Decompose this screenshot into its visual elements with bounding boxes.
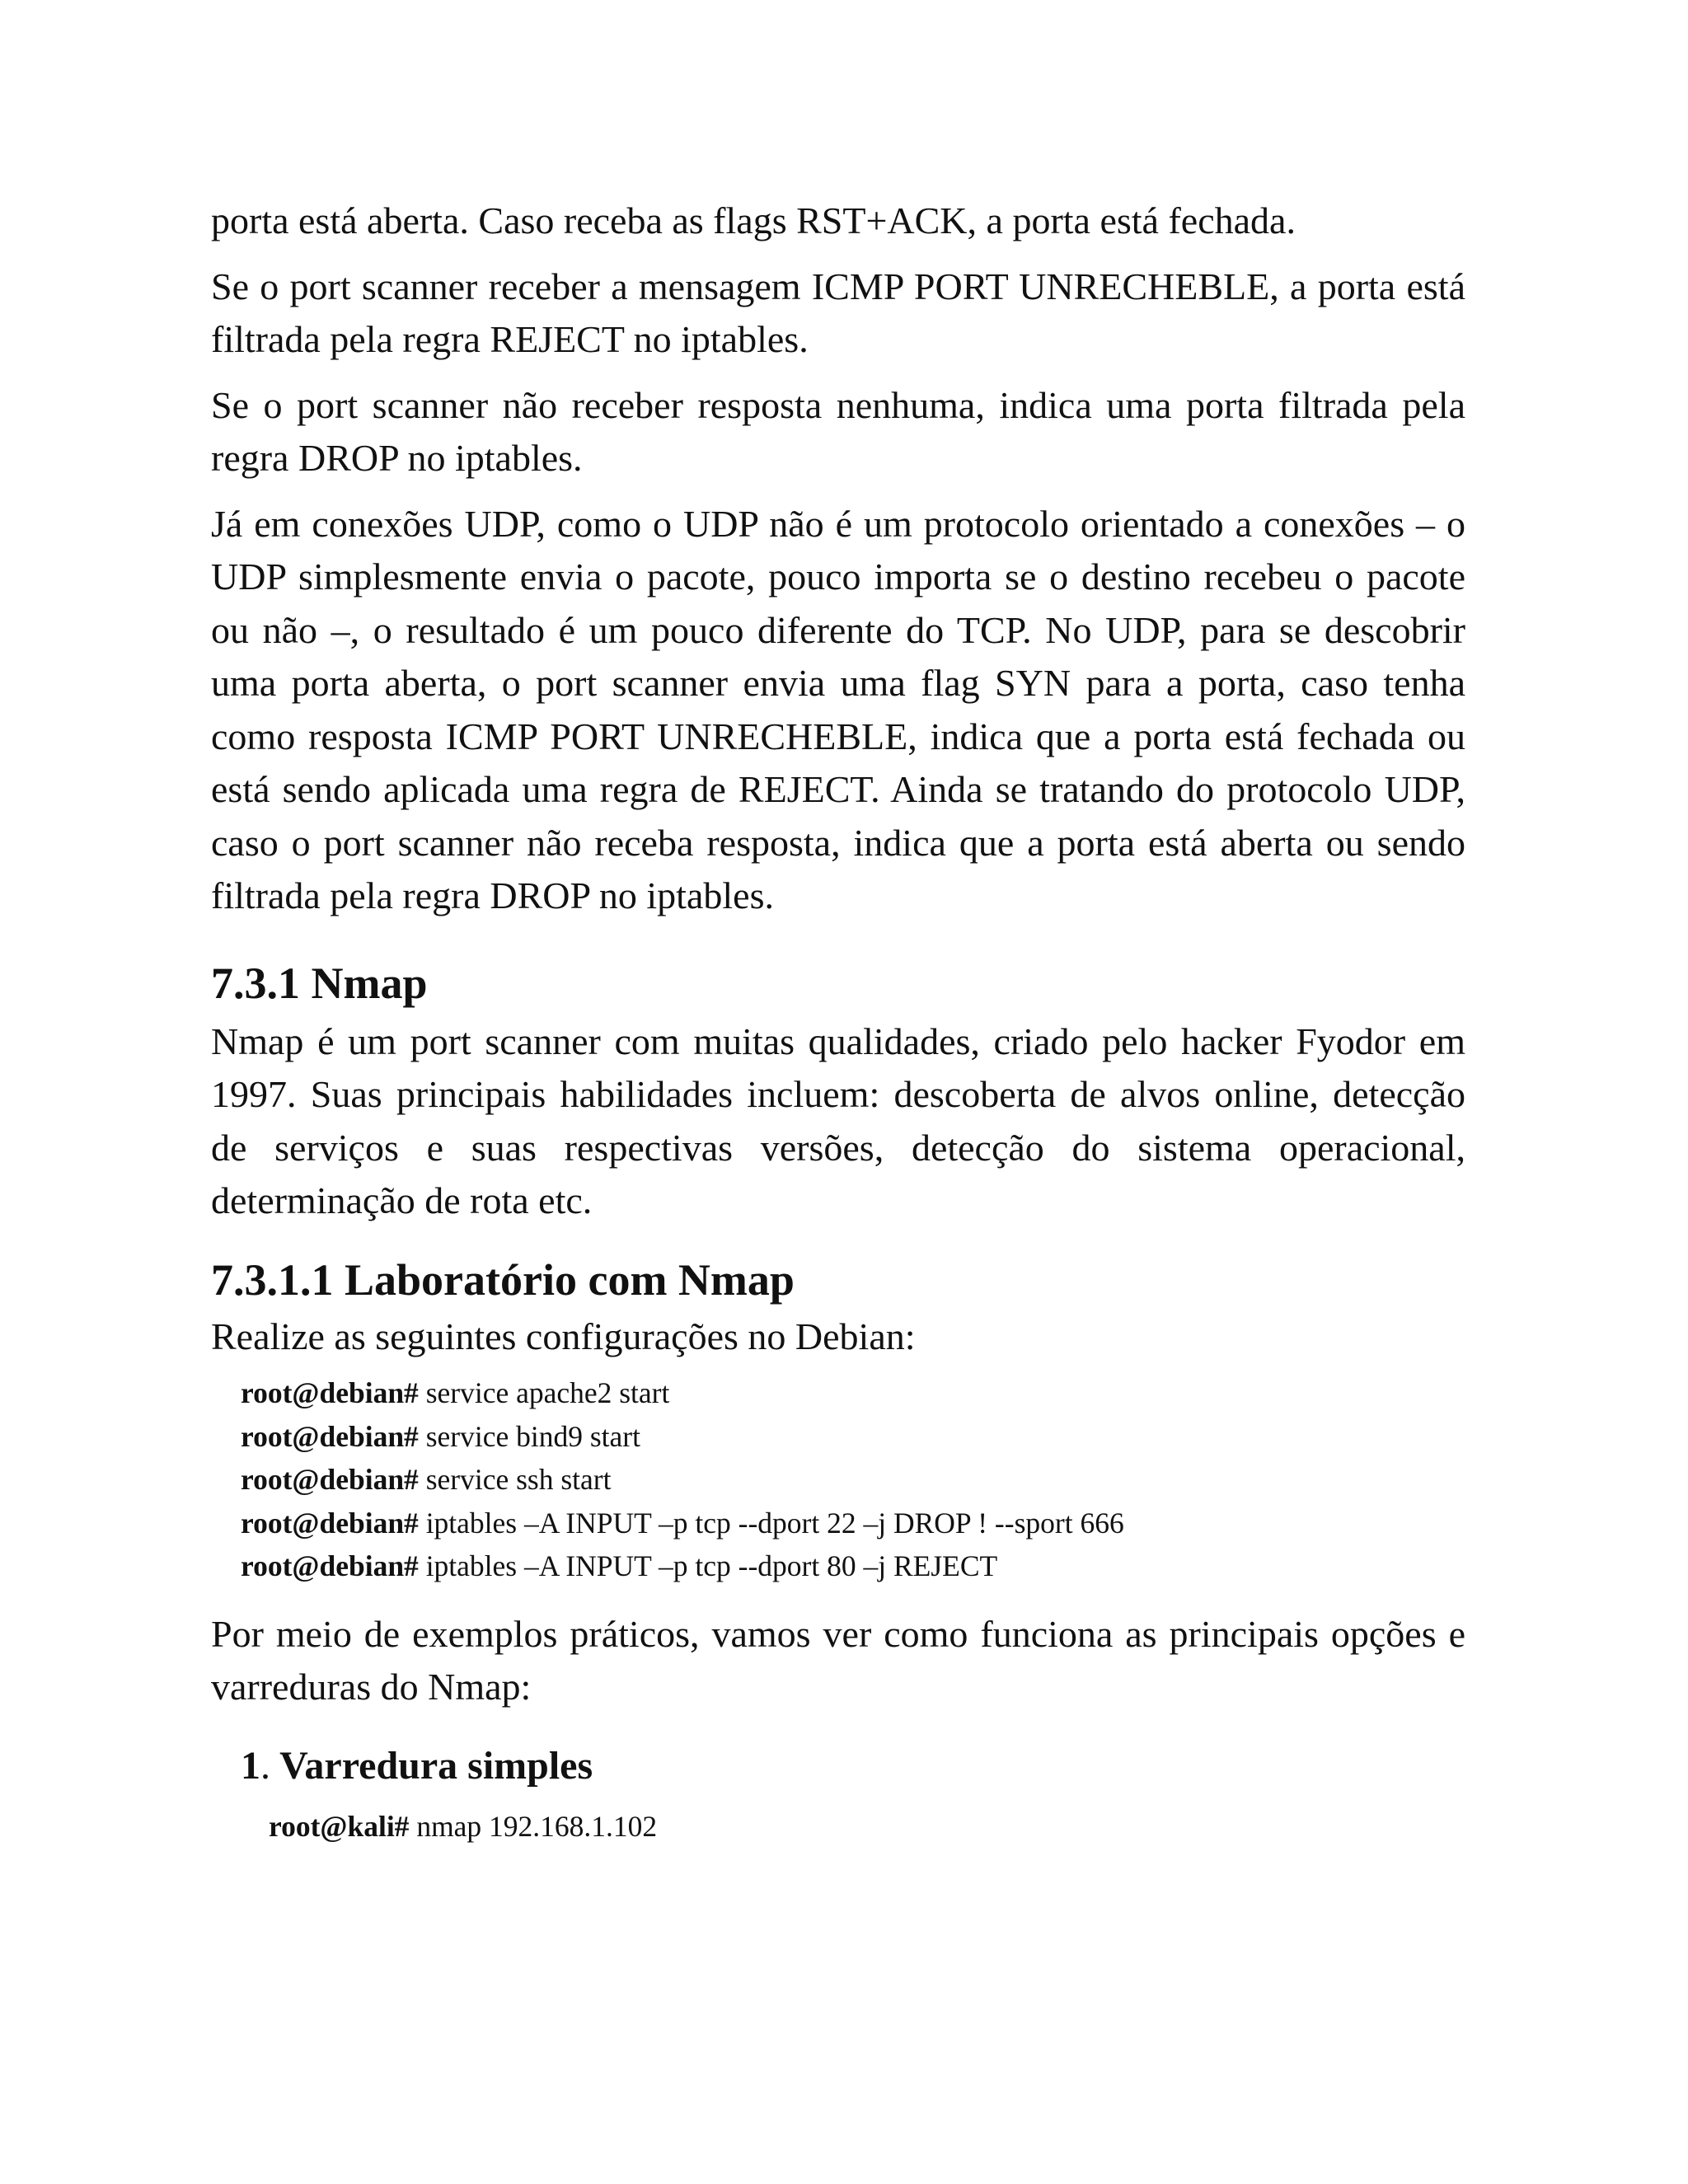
command-line: [241, 1502, 1465, 1545]
command-line: [241, 1371, 1465, 1415]
command-prompt: root@debian#: [241, 1506, 419, 1540]
paragraph-reject-rule: Se o port scanner receber a mensagem ICMP PORT UNRECHEBLE, a porta está filtrada pela regra REJECT no iptables.: [211, 265, 1465, 360]
command-prompt: root@debian#: [241, 1419, 419, 1453]
command-prompt: root@debian#: [241, 1463, 419, 1496]
command-text: service bind9 start: [425, 1419, 640, 1453]
command-prompt: root@debian#: [241, 1376, 419, 1409]
command-prompt: root@kali#: [269, 1809, 410, 1843]
paragraph-practical-examples: Por meio de exemplos práticos, vamos ver como funciona as principais opções e varreduras do Nmap:: [211, 1612, 1465, 1708]
paragraph-lab-intro: Realize as seguintes configurações no Debian:: [211, 1315, 916, 1357]
command-text: iptables –A INPUT –p tcp --dport 22 –j DROP ! --sport 666: [425, 1506, 1124, 1540]
document-page: [211, 194, 1465, 1848]
command-text: nmap 192.168.1.102: [416, 1809, 658, 1843]
list-item-simple-scan: [241, 1739, 1465, 1793]
paragraph-nmap-description: Nmap é um port scanner com muitas qualidades, criado pelo hacker Fyodor em 1997. Suas principais habilidades incluem: descoberta de alvos online, detecção de serviços e suas respectivas versões, detecção do sistema operacional, determinação de rota etc.: [211, 1019, 1465, 1221]
section-heading-nmap: 7.3.1 Nmap: [211, 958, 428, 1008]
paragraph-udp-connections: Já em conexões UDP, como o UDP não é um protocolo orientado a conexões – o UDP simplesmente envia o pacote, pouco importa se o destino recebeu o pacote ou não –, o resultado é um pouco diferente do TCP. No UDP, para se descobrir uma porta aberta, o port scanner envia uma flag SYN para a porta, caso tenha como resposta ICMP PORT UNRECHEBLE, indica que a porta está fechada ou está sendo aplicada uma regra de REJECT. Ainda se tratando do protocolo UDP, caso o port scanner não receba resposta, indica que a porta está aberta ou sendo filtrada pela regra DROP no iptables.: [211, 502, 1465, 916]
kali-command-line: [269, 1805, 1465, 1848]
command-text: service apache2 start: [425, 1376, 670, 1409]
command-prompt: root@debian#: [241, 1549, 419, 1582]
paragraph-tcp-result: porta está aberta. Caso receba as flags RST+ACK, a porta está fechada.: [211, 199, 1296, 241]
list-item-title: Varredura simples: [279, 1743, 593, 1788]
debian-command-block: [241, 1371, 1465, 1588]
command-line: [241, 1458, 1465, 1502]
command-line: [241, 1415, 1465, 1459]
paragraph-drop-rule: Se o port scanner não receber resposta nenhuma, indica uma porta filtrada pela regra DROP no iptables.: [211, 383, 1465, 479]
list-number-dot: .: [260, 1743, 270, 1788]
list-number: 1: [241, 1743, 260, 1788]
command-text: service ssh start: [425, 1463, 612, 1496]
section-heading-nmap-lab: 7.3.1.1 Laboratório com Nmap: [211, 1254, 795, 1305]
command-line: [241, 1544, 1465, 1588]
command-text: iptables –A INPUT –p tcp --dport 80 –j REJECT: [425, 1549, 998, 1582]
